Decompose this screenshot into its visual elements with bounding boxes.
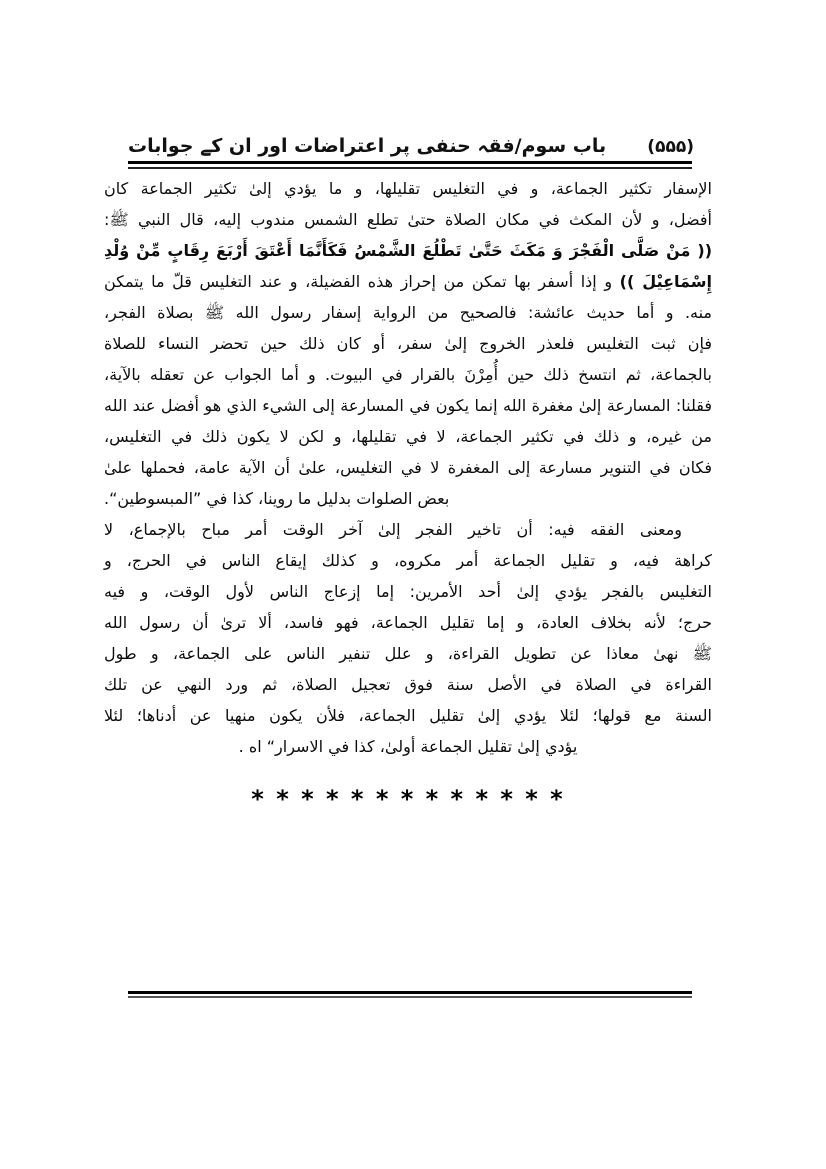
text-line: التغليس بالفجر يؤدي إلىٰ أحد الأمرين: إما إزعاج الناس لأول الوقت، و فيه: [104, 582, 712, 601]
hadith-line: (( مَنْ صَلَّى الْفَجْرَ وَ مَكَثَ حَتَّىٰ تَطْلُعَ الشَّمْسُ فَكَأَنَّمَا أَعْتَقَ أَرْبَعَ رِقَابٍ مِّنْ وُلْدِ: [104, 241, 712, 260]
text-line: القراءة في الصلاة في الأصل سنة فوق تعجيل الصلاة، ثم ورد النهي عن تلك: [104, 675, 712, 694]
page-number: (۵۵۵): [647, 136, 694, 157]
text-line: فكان في التنوير مسارعة إلى المغفرة لا في التغليس، علىٰ أن الآية عامة، فحملها علىٰ: [104, 458, 712, 477]
text-line: فقلنا: المسارعة إلىٰ مغفرة الله إنما يكون في المسارعة إلى الشيء الذي هو أفضل عند الله: [104, 396, 712, 415]
header-double-rule: [128, 161, 692, 169]
asterisk-separator: * * * * * * * * * * * * *: [251, 785, 565, 813]
text-line: ﷺ نهىٰ معاذا عن تطويل القراءة، و علل تنفير الناس على الجماعة، و طول: [104, 644, 712, 663]
paragraph-end-line: بعض الصلوات بدليل ما روينا، كذا في ”المبسوطين“.: [104, 489, 450, 508]
text-line: السنة مع قولها؛ لئلا يؤدي إلىٰ تقليل الجماعة، فلأن يكون منهيا عن أدناها؛ لئلا: [104, 706, 712, 725]
text-line: منه. و أما حديث عائشة: فالصحيح من الرواية إسفار رسول الله ﷺ بصلاة الفجر،: [104, 303, 712, 322]
body-text: [104, 173, 712, 762]
footer-double-rule: [128, 991, 692, 998]
paragraph-start-line: ومعنى الفقه فيه: أن تاخير الفجر إلىٰ آخر الوقت أمر مباح بالإجماع، لا: [104, 520, 682, 539]
text-line: من غيره، و ذلك في تكثير الجماعة، لا في تقليلها، و لكن لا يكون ذلك في التغليس،: [104, 427, 712, 446]
hadith-line: إِسْمَاعِيْلَ )) و إذا أسفر بها تمكن من إحراز هذه الفضيلة، و عند التغليس قلّ ما يتمكن: [104, 272, 713, 291]
text-line: فإن ثبت التغليس فلعذر الخروج إلىٰ سفر، أو كان ذلك حين تحضر النساء للصلاة: [104, 334, 712, 353]
page-header: [128, 122, 694, 160]
paragraph-end-line: يؤدي إلىٰ تقليل الجماعة أولىٰ، كذا في الاسرار“ اه .: [238, 737, 578, 756]
text-line: بالجماعة، ثم انتسخ ذلك حين أُمِرْنَ بالقرار في البيوت. و أما الجواب عن تعقله بالآية،: [104, 365, 712, 384]
text-line: كراهة فيه، و تقليل الجماعة أمر مكروه، و كذلك إيقاع الناس في الحرج، و: [104, 551, 712, 570]
chapter-title: باب سوم/فقہ حنفی پر اعتراضات اور ان کے جوابات: [128, 135, 607, 158]
text-line: حرج؛ لأنه بخلاف العادة، و إما تقليل الجماعة، فهو فاسد، ألا ترىٰ أن رسول الله: [104, 613, 712, 632]
text-line: أفضل، و لأن المكث في مكان الصلاة حتىٰ تطلع الشمس مندوب إليه، قال النبي ﷺ:: [104, 210, 712, 229]
text-line: الإسفار تكثير الجماعة، و في التغليس تقليلها، و ما يؤدي إلىٰ تكثير الجماعة كان: [104, 179, 712, 198]
